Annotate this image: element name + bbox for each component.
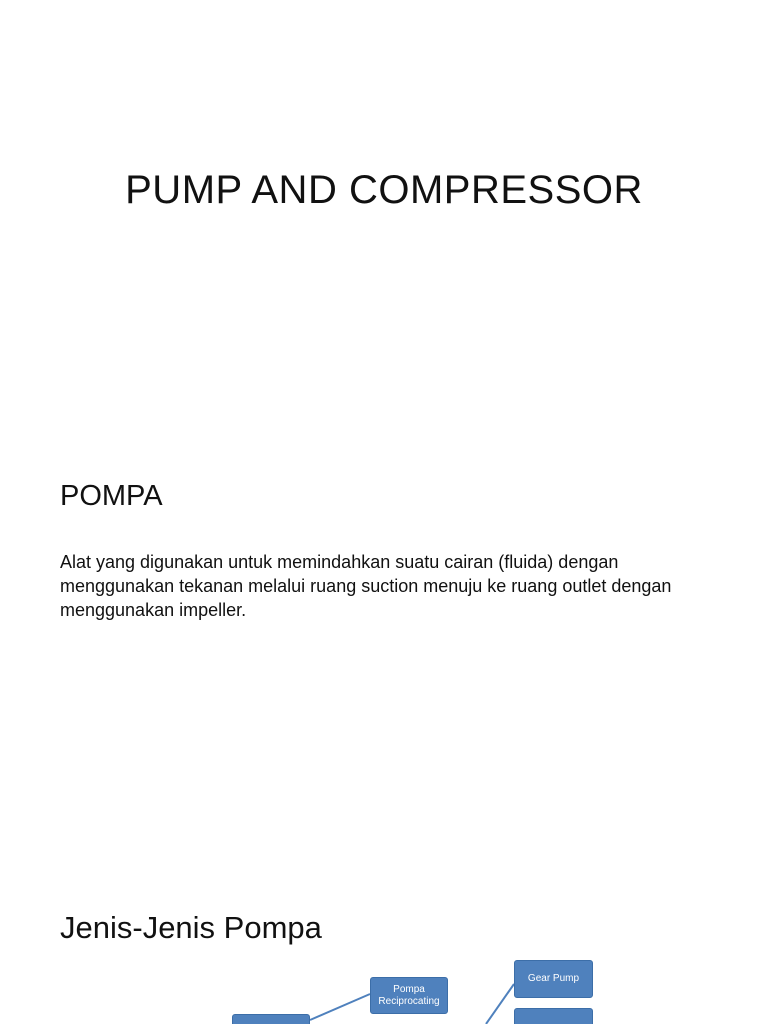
presentation-title: PUMP AND COMPRESSOR (125, 168, 643, 212)
node-partial-left (232, 1014, 310, 1024)
slide-heading: Jenis-Jenis Pompa (60, 910, 322, 945)
connector-line (310, 994, 370, 1020)
slide-jenis-pompa (0, 864, 768, 1024)
slide-heading: POMPA (60, 480, 163, 512)
node-gear-pump: Gear Pump (514, 960, 593, 998)
node-partial-right (514, 1008, 593, 1024)
slide-pompa (0, 432, 768, 864)
slide-title (0, 0, 768, 432)
node-pompa-reciprocating: Pompa Reciprocating (370, 977, 448, 1014)
connector-line (486, 984, 514, 1024)
pump-types-diagram (0, 864, 768, 1024)
slide-body-text: Alat yang digunakan untuk memindahkan suatu cairan (fluida) dengan menggunakan tekanan melalui ruang suction menuju ke ruang outlet dengan menggunakan impeller. (60, 552, 672, 620)
